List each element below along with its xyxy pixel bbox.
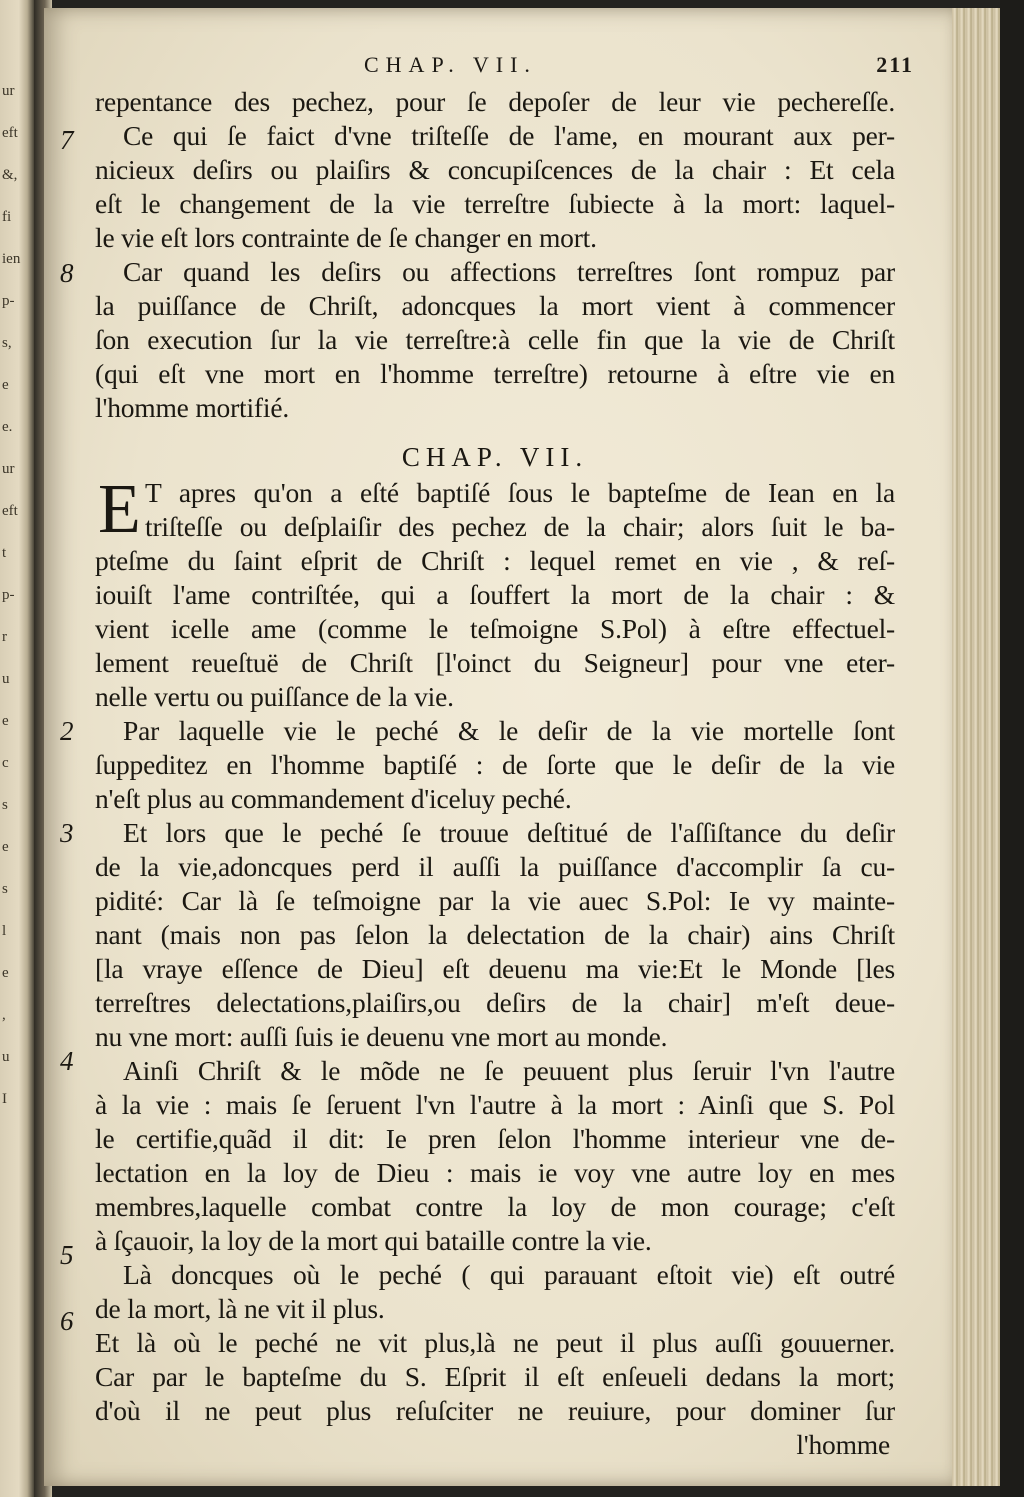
text-line: le vie eſt lors contrainte de ſe changer en mort. — [95, 222, 597, 253]
text-line: nicieux deſirs ou plaiſirs & concupiſcences de la chair : Et cela — [95, 154, 895, 185]
background — [1000, 0, 1024, 1497]
text-line: à la vie : mais ſe ſeruent l'vn l'autre à la mort : Ainſi que S. Pol — [95, 1089, 895, 1120]
text-line: membres,laquelle combat contre la loy de mon courage; c'eſt — [95, 1191, 895, 1222]
text-line: n'eſt plus au commandement d'iceluy peché. — [95, 783, 572, 814]
text-line: nant (mais non pas ſelon la delectation de la chair) ains Chriſt — [95, 919, 895, 950]
text-line: à ſçauoir, la loy de la mort qui bataille contre la vie. — [95, 1225, 652, 1256]
text-line: Ainſi Chriſt & le mõde ne ſe peuuent plus ſeruir l'vn l'autre — [123, 1055, 895, 1086]
text-line: pteſme du ſaint eſprit de Chriſt : lequel remet en vie , & reſ- — [95, 545, 895, 576]
text-line: T apres qu'on a eſté baptiſé ſous le bapteſme de Iean en la — [145, 477, 895, 508]
text-line: ſon execution ſur la vie terreſtre:à celle fin que la vie de Chriſt — [95, 324, 895, 355]
verse-number-3: 3 — [60, 818, 74, 848]
verse-number-7: 7 — [60, 125, 74, 155]
running-head-chapter: CHAP. VII. — [364, 52, 537, 77]
text-line: pidité: Car là ſe teſmoigne par la vie auec S.Pol: Ie vy mainte- — [95, 885, 895, 916]
verse-number-4: 4 — [60, 1046, 74, 1076]
text-line: vient icelle ame (comme le teſmoigne S.Pol) à eſtre effectuel- — [95, 613, 895, 644]
text-line: le certifie,quãd il dit: Ie pren ſelon l'homme interieur vne de- — [95, 1123, 895, 1154]
text-line: Et lors que le peché ſe trouue deſtitué de l'aſſiſtance du deſir — [123, 817, 895, 848]
chapter-heading: CHAP. VII. — [401, 442, 589, 472]
text-block-1 — [95, 85, 895, 425]
text-line: de la mort, là ne vit il plus. — [95, 1293, 385, 1324]
catchword: l'homme — [796, 1429, 890, 1460]
text-line: de la vie,adoncques perd il auſſi la puiſſance d'accomplir ſa cu- — [95, 851, 895, 882]
text-line: terreſtres delectations,plaiſirs,ou deſirs de la chair] m'eſt deue- — [95, 987, 895, 1018]
verse-number-5: 5 — [60, 1240, 74, 1270]
verse-number-2: 2 — [60, 716, 74, 746]
text-line: [la vraye eſſence de Dieu] eſt deuenu ma vie:Et le Monde [les — [95, 953, 895, 984]
text-line: lement reueſtuë de Chriſt [l'oinct du Seigneur] pour vne eter- — [95, 647, 895, 678]
text-line: (qui eſt vne mort en l'homme terreſtre) retourne à eſtre vie en — [95, 358, 895, 389]
page-number: 211 — [876, 52, 914, 77]
facing-page-text-fragments: ur eft &, fi ien p- s, e e. ur eft t p- r u e c s e s l e , u I — [2, 83, 21, 1107]
text-line: repentance des pechez, pour ſe depoſer de leur vie pechereſſe. — [95, 86, 895, 117]
text-line: la puiſſance de Chriſt, adoncques la mort vient à commencer — [95, 290, 895, 321]
text-line: Et là où le peché ne vit plus,là ne peut il plus auſſi gouuerner. — [95, 1327, 895, 1358]
running-head — [44, 52, 914, 84]
text-line: Car par le bapteſme du S. Eſprit il eſt enſeueli dedans la mort; — [95, 1361, 895, 1392]
text-line: nu vne mort: auſſi ſuis ie deuenu vne mort au monde. — [95, 1021, 668, 1052]
text-line: Car quand les deſirs ou affections terreſtres ſont rompuz par — [123, 256, 895, 287]
verse-number-6: 6 — [60, 1306, 74, 1336]
text-line: nelle vertu ou puiſſance de la vie. — [95, 681, 454, 712]
text-line: d'où il ne peut plus reſuſciter ne reuiure, pour dominer ſur — [95, 1395, 895, 1426]
text-line: triſteſſe ou deſplaiſir des pechez de la chair; alors ſuit le ba- — [145, 511, 895, 542]
text-line: Là doncques où le peché ( qui parauant eſtoit vie) eſt outré — [123, 1259, 895, 1290]
text-line: Par laquelle vie le peché & le deſir de la vie mortelle ſont — [123, 715, 895, 746]
verse-number-8: 8 — [60, 258, 74, 288]
facing-page-edge — [0, 0, 34, 1497]
text-line: iouiſt l'ame contriſtée, qui a ſouffert la mort de la chair : & — [95, 579, 895, 610]
text-block-2 — [95, 471, 895, 1462]
text-line: Ce qui ſe faict d'vne triſteſſe de l'ame, en mourant aux per- — [123, 120, 895, 151]
drop-cap: E — [98, 471, 141, 548]
text-line: lectation en la loy de Dieu : mais ie voy vne autre loy en mes — [95, 1157, 895, 1188]
text-line: ſuppeditez en l'homme baptiſé : de ſorte que le deſir de la vie — [95, 749, 895, 780]
text-line: eſt le changement de la vie terreſtre ſubiecte à la mort: laquel- — [95, 188, 895, 219]
page-fore-edge — [952, 8, 1000, 1486]
text-line: l'homme mortifié. — [95, 392, 290, 423]
